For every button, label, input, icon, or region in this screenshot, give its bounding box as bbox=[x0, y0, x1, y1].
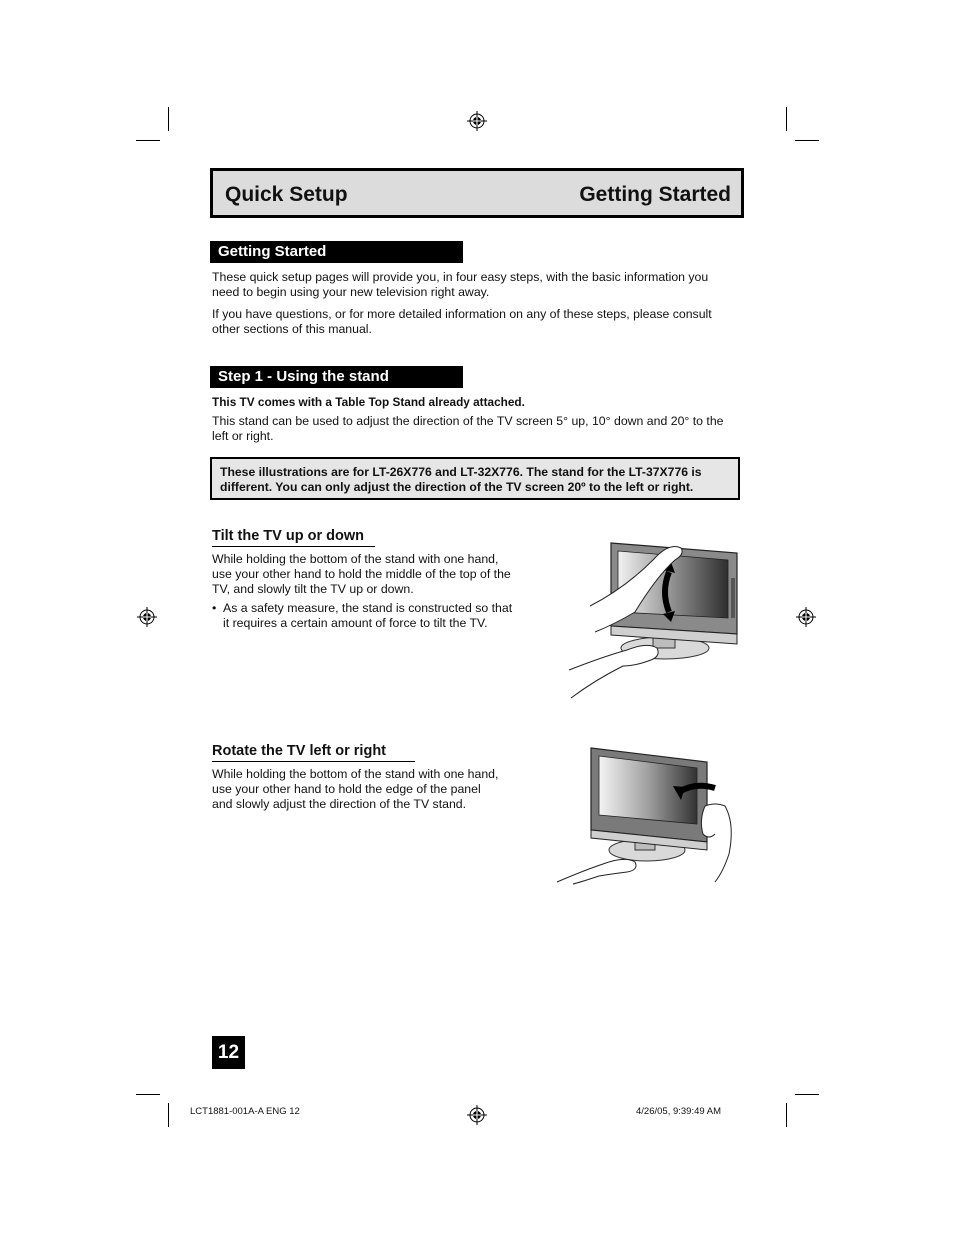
header-left-title: Quick Setup bbox=[225, 183, 348, 206]
crop-mark bbox=[168, 1103, 169, 1127]
tilt-bullet-line: it requires a certain amount of force to tilt the TV. bbox=[223, 616, 488, 630]
rotate-heading: Rotate the TV left or right bbox=[212, 743, 415, 762]
stand-paragraph bbox=[212, 414, 724, 444]
rotate-tv-illustration bbox=[555, 744, 735, 886]
intro-line: need to begin using your new television right away. bbox=[212, 285, 490, 299]
stand-line: left or right. bbox=[212, 429, 274, 443]
crop-mark bbox=[168, 107, 169, 131]
footer-timestamp: 4/26/05, 9:39:49 AM bbox=[636, 1106, 722, 1117]
note-line: These illustrations are for LT-26X776 and LT-32X776. The stand for the LT-37X776 is bbox=[220, 465, 702, 479]
tilt-heading: Tilt the TV up or down bbox=[212, 528, 375, 547]
page-number: 12 bbox=[212, 1036, 245, 1069]
crop-mark bbox=[136, 1094, 160, 1095]
rotate-line: and slowly adjust the direction of the TV stand. bbox=[212, 797, 467, 811]
registration-mark-icon bbox=[137, 607, 157, 627]
model-note-box bbox=[210, 457, 740, 500]
tilt-line: use your other hand to hold the middle of the top of the bbox=[212, 567, 511, 581]
tilt-line: While holding the bottom of the stand with one hand, bbox=[212, 552, 499, 566]
registration-mark-icon bbox=[467, 1105, 487, 1125]
tilt-bullet-line: As a safety measure, the stand is constructed so that bbox=[223, 601, 513, 615]
section-title-getting-started: Getting Started bbox=[210, 241, 463, 263]
consult-line: other sections of this manual. bbox=[212, 322, 372, 336]
crop-mark bbox=[795, 1094, 819, 1095]
consult-paragraph bbox=[212, 307, 712, 337]
crop-mark bbox=[795, 140, 819, 141]
tilt-line: TV, and slowly tilt the TV up or down. bbox=[212, 582, 414, 596]
tilt-tv-illustration bbox=[565, 538, 745, 700]
rotate-line: While holding the bottom of the stand with one hand, bbox=[212, 767, 499, 781]
crop-mark bbox=[136, 140, 160, 141]
note-line: different. You can only adjust the direction of the TV screen 20º to the left or right. bbox=[220, 480, 694, 494]
tilt-paragraph bbox=[212, 552, 511, 597]
stand-line: This stand can be used to adjust the direction of the TV screen 5° up, 10° down and 20° to the bbox=[212, 414, 724, 428]
intro-line: These quick setup pages will provide you, in four easy steps, with the basic information you bbox=[212, 270, 709, 284]
registration-mark-icon bbox=[796, 607, 816, 627]
crop-mark bbox=[786, 107, 787, 131]
stand-attached-note: This TV comes with a Table Top Stand already attached. bbox=[212, 395, 525, 409]
header-right-title: Getting Started bbox=[579, 183, 731, 206]
consult-line: If you have questions, or for more detailed information on any of these steps, please consult bbox=[212, 307, 712, 321]
footer-doc-code: LCT1881-001A-A ENG 12 bbox=[190, 1106, 300, 1117]
intro-paragraph bbox=[212, 270, 708, 300]
crop-mark bbox=[786, 1103, 787, 1127]
registration-mark-icon bbox=[467, 111, 487, 131]
section-title-step1: Step 1 - Using the stand bbox=[210, 366, 463, 388]
page-header bbox=[210, 168, 744, 218]
rotate-line: use your other hand to hold the edge of the panel bbox=[212, 782, 481, 796]
bullet-symbol: • bbox=[212, 601, 217, 615]
rotate-paragraph bbox=[212, 767, 498, 812]
